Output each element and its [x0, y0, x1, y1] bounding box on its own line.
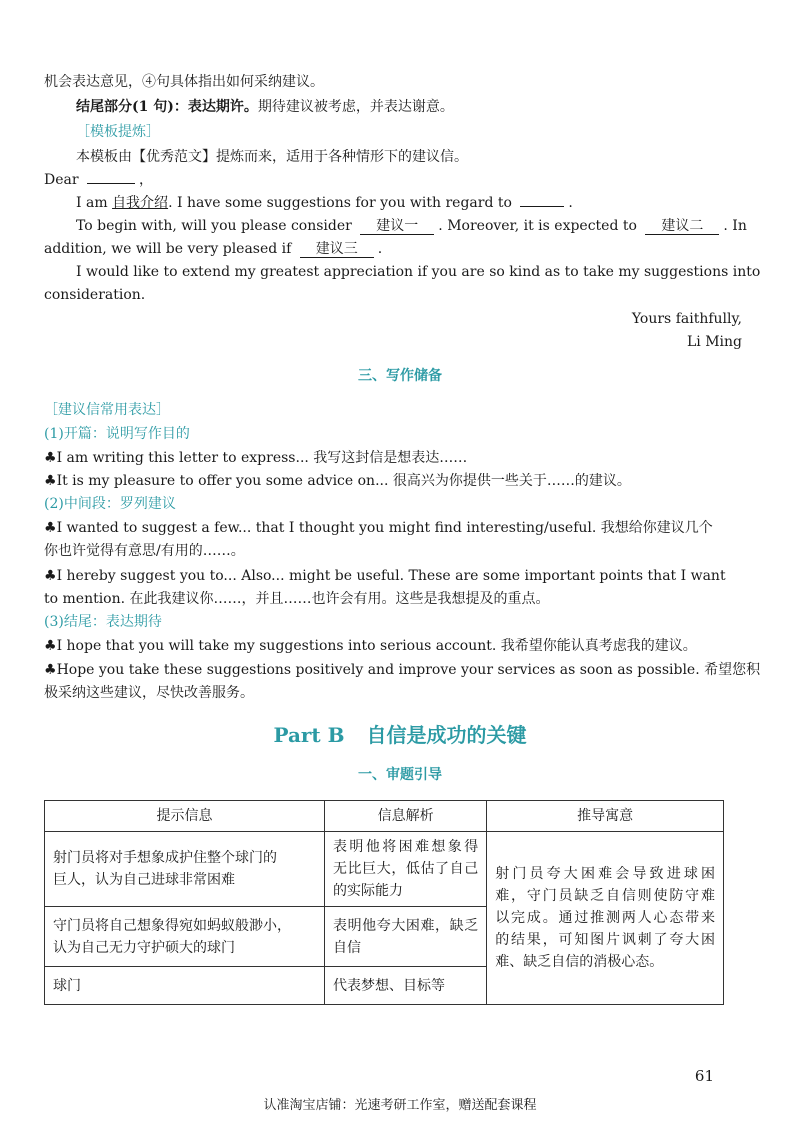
expression-5: ♣I hope that you will take my suggestions into serious account. 我希望你能认真考虑我的建议。	[44, 638, 697, 654]
meaning-cell: 射门员夸大困难会导致进球困 难，守门员缺乏自信则使防守难 以完成。通过推测两人心态带来 的结果，可知图片讽刺了夸大困 难、缺乏自信的消极心态。	[487, 832, 724, 1005]
club-icon: ♣	[44, 662, 57, 678]
analysis-cell: 代表梦想、目标等	[325, 967, 487, 1005]
intro-line-2	[76, 97, 758, 117]
club-icon: ♣	[44, 473, 57, 489]
self-intro-underlined: 自我介绍	[112, 195, 169, 211]
expression-6-line-1: ♣Hope you take these suggestions positively and improve your services as soon as possible. 希望您积	[44, 662, 761, 678]
part-b-topic: 自信是成功的关键	[366, 723, 527, 747]
header-analysis: 信息解析	[325, 801, 487, 832]
hint-cell: 守门员将自己想象得宛如蚂蚁般渺小， 认为自己无力守护硕大的球门	[45, 907, 325, 967]
template-paragraph-2-line-2: addition, we will be very pleased if 建议三 .	[44, 241, 383, 257]
suggestion-2-blank: 建议二	[645, 218, 719, 235]
letter-signature: Li Ming	[686, 334, 742, 350]
template-paragraph-3-line-2: consideration.	[44, 287, 146, 303]
club-icon: ♣	[44, 568, 57, 584]
intro-ending-label: 结尾部分(1 句)：表达期许。	[76, 99, 258, 115]
suggestion-1-blank: 建议一	[360, 218, 434, 235]
header-hint-info: 提示信息	[45, 801, 325, 832]
expression-1: ♣I am writing this letter to express... 我写这封信是想表达……	[44, 450, 468, 466]
suggestion-3-blank: 建议三	[300, 241, 374, 258]
expression-3-line-1: ♣I wanted to suggest a few... that I thought you might find interesting/useful. 我想给你建议几个	[44, 520, 713, 536]
opening-subheading: (1)开篇：说明写作目的	[44, 426, 190, 442]
template-salutation: Dear ，	[44, 172, 154, 188]
expression-6-line-2: 极采纳这些建议，尽快改善服务。	[44, 685, 254, 701]
part-b-title	[0, 721, 800, 749]
expression-3-line-2: 你也许觉得有意思/有用的……。	[44, 543, 245, 559]
part-b-subtitle: 一、审题引导	[358, 767, 442, 783]
expression-4-line-1: ♣I hereby suggest you to... Also... might be useful. These are some important points that I want	[44, 568, 726, 584]
topic-blank	[520, 206, 564, 207]
page-number: 61	[694, 1067, 714, 1085]
footer-notice: 认准淘宝店铺：光速考研工作室，赠送配套课程	[263, 1098, 537, 1113]
ending-subheading: (3)结尾：表达期待	[44, 614, 162, 630]
middle-subheading: (2)中间段：罗列建议	[44, 496, 176, 512]
intro-line-1: 机会表达意见，④句具体指出如何采纳建议。	[44, 74, 324, 90]
template-description: 本模板由【优秀范文】提炼而来，适用于各种情形下的建议信。	[76, 149, 468, 165]
table-row	[45, 832, 724, 907]
analysis-cell: 表明他将困难想象得 无比巨大，低估了自己 的实际能力	[325, 832, 487, 907]
header-meaning: 推导寓意	[487, 801, 724, 832]
part-b-label: Part B	[273, 723, 345, 747]
hint-cell: 球门	[45, 967, 325, 1005]
intro-ending-text: 期待建议被考虑，并表达谢意。	[257, 99, 454, 115]
analysis-cell: 表明他夸大困难，缺乏 自信	[325, 907, 487, 967]
table-header-row	[45, 801, 724, 832]
section-3-title: 三、写作储备	[358, 368, 442, 384]
letter-closing: Yours faithfully,	[631, 311, 742, 327]
club-icon: ♣	[44, 638, 57, 654]
template-heading: ［模板提炼］	[76, 124, 160, 140]
club-icon: ♣	[44, 520, 57, 536]
expression-4-line-2: to mention. 在此我建议你……，并且……也许会有用。这些是我想提及的重点。	[44, 591, 550, 607]
template-paragraph-2-line-1: To begin with, will you please consider 建议一 . Moreover, it is expected to 建议二 . In	[76, 218, 747, 234]
name-blank	[87, 183, 135, 184]
template-paragraph-1: I am 自我介绍. I have some suggestions for you with regard to .	[76, 195, 573, 211]
section-3-heading: ［建议信常用表达］	[44, 402, 170, 418]
hint-cell: 射门员将对手想象成护住整个球门的 巨人，认为自己进球非常困难	[45, 832, 325, 907]
template-paragraph-3-line-1: I would like to extend my greatest appreciation if you are so kind as to take my suggestions into	[76, 264, 761, 280]
analysis-table	[44, 800, 724, 1005]
club-icon: ♣	[44, 450, 57, 466]
expression-2: ♣It is my pleasure to offer you some advice on... 很高兴为你提供一些关于……的建议。	[44, 473, 631, 489]
